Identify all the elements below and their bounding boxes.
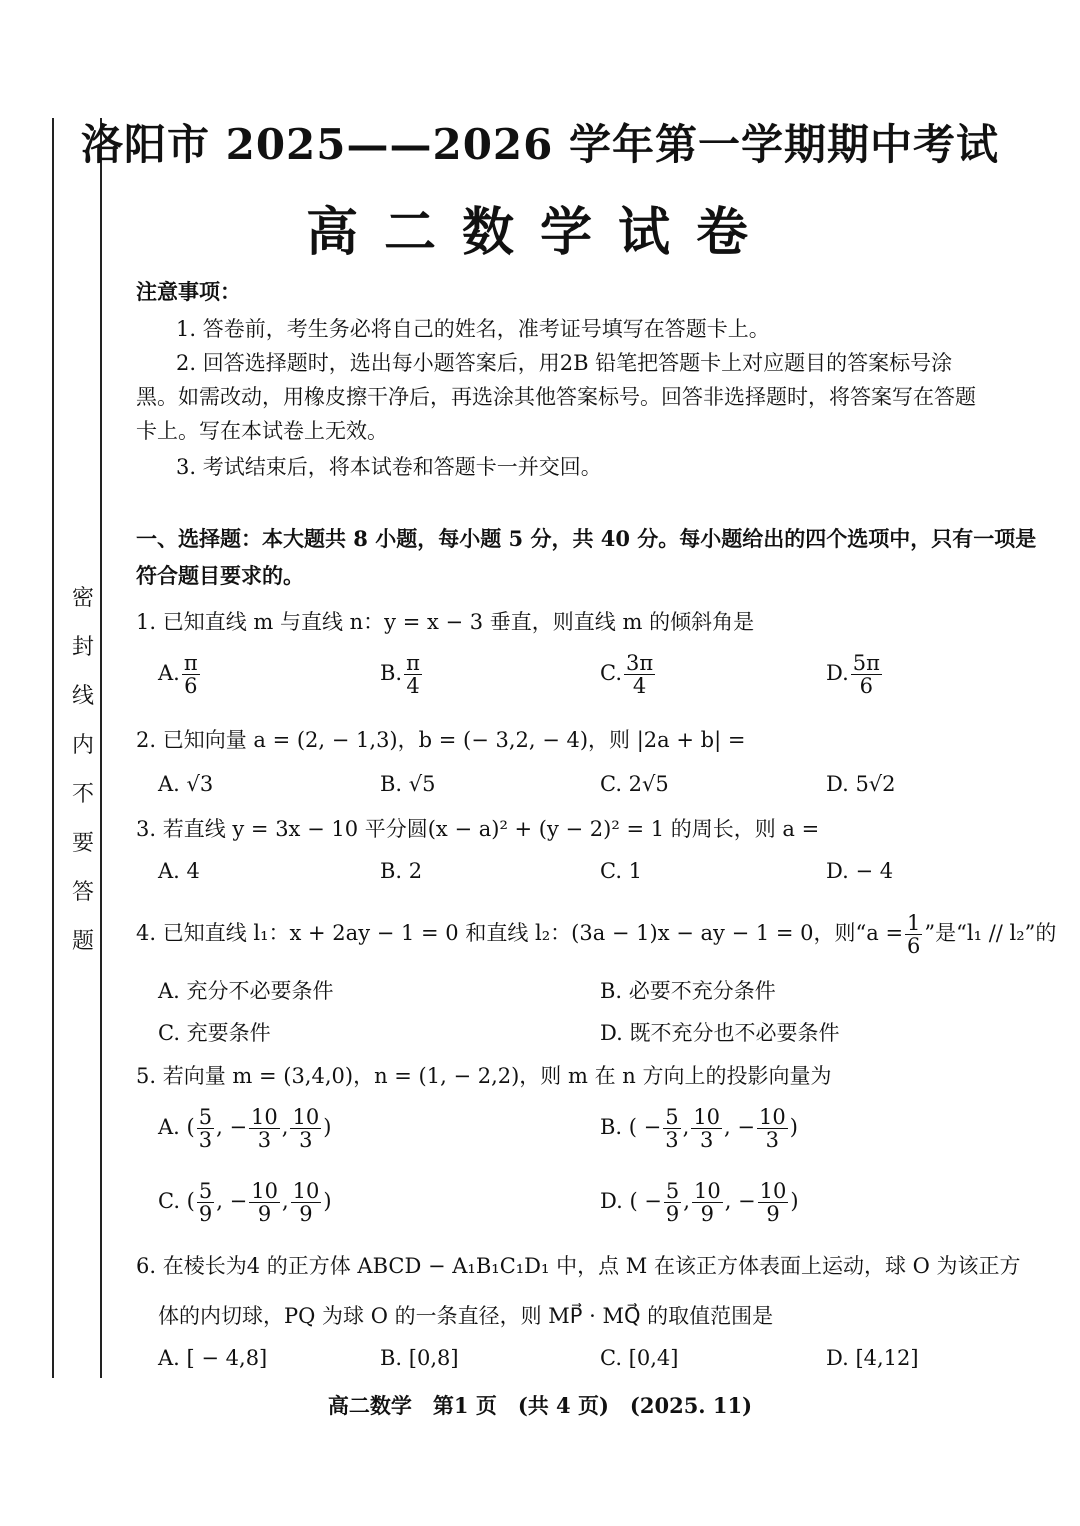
seal-char: 答 [71, 880, 94, 905]
exam-title: 洛阳市 2025——2026 学年第一学期期中考试 [80, 120, 1000, 169]
subject-title: 高二数学试卷 [305, 202, 774, 263]
question-2-stem: 2. 已知向量 a = (2, − 1,3)，b = (− 3,2, − 4)，则 |2a + b| = [136, 728, 746, 752]
question-5-option-c: C. ( $\frac{5}{9}$ , − $\frac{10}{9}$ , $\frac{10}{9}$ ) [158, 1179, 332, 1227]
page-footer: 高二数学 第1 页 (共 4 页) (2025. 11) [327, 1393, 753, 1418]
notice-item-1: 1. 答卷前，考生务必将自己的姓名，准考证号填写在答题卡上。 [176, 317, 770, 341]
question-2-option-b: B. √5 [380, 772, 436, 796]
question-1-option-d: D. $\frac{5\pi}{6}$ [826, 651, 880, 699]
notice-item-2: 2. 回答选择题时，选出每小题答案后，用2B 铅笔把答题卡上对应题目的答案标号涂 [176, 351, 953, 375]
seal-char: 密 [71, 586, 94, 611]
question-3-option-b: B. 2 [380, 859, 423, 883]
question-3-stem: 3. 若直线 y = 3x − 10 平分圆(x − a)² + (y − 2)² = 1 的周长，则 a = [136, 817, 820, 841]
question-5-option-d: D. ( − $\frac{5}{9}$ , $\frac{10}{9}$ , − $\frac{10}{9}$ ) [600, 1179, 799, 1227]
seal-char: 不 [71, 782, 94, 807]
question-6-option-b: B. [0,8] [380, 1346, 459, 1370]
notice-item-2-cont: 黑。如需改动，用橡皮擦干净后，再选涂其他答案标号。回答非选择题时，将答案写在答题 [136, 385, 976, 409]
question-1-option-b: B. $\frac{\pi}{4}$ [380, 651, 420, 699]
question-1-option-a: A. $\frac{\pi}{6}$ [158, 651, 198, 699]
question-6-stem-cont: 体的内切球，PQ 为球 O 的一条直径，则 MP⃗ · MQ⃗ 的取值范围是 [158, 1304, 774, 1328]
question-3-option-c: C. 1 [600, 859, 643, 883]
question-1-option-c: C. $\frac{3\pi}{4}$ [600, 651, 654, 699]
seal-char: 内 [71, 733, 94, 758]
section-heading-cont: 符合题目要求的。 [136, 563, 304, 588]
margin-line-right [100, 118, 102, 1378]
question-3-option-a: A. 4 [158, 859, 200, 883]
notice-item-2-end: 卡上。写在本试卷上无效。 [136, 419, 388, 443]
question-4-option-c: C. 充要条件 [158, 1021, 271, 1045]
question-2-option-a: A. √3 [158, 772, 214, 796]
question-4-option-b: B. 必要不充分条件 [600, 979, 776, 1003]
question-6-option-a: A. [ − 4,8] [158, 1346, 268, 1370]
question-4-stem: 4. 已知直线 l₁：x + 2ay − 1 = 0 和直线 l₂：(3a − 1)x − ay − 1 = 0，则“a = $\frac{1}{6}$ ”是“l₁ // l₂”的 [136, 911, 1057, 959]
question-1-stem: 1. 已知直线 m 与直线 n：y = x − 3 垂直，则直线 m 的倾斜角是 [136, 610, 755, 634]
question-3-option-d: D. − 4 [826, 859, 894, 883]
question-5-option-a: A. ( $\frac{5}{3}$ , − $\frac{10}{3}$ , $\frac{10}{3}$ ) [158, 1105, 332, 1153]
question-4-option-a: A. 充分不必要条件 [158, 979, 334, 1003]
seal-char: 题 [71, 929, 94, 954]
seal-char: 封 [71, 635, 94, 660]
question-6-option-c: C. [0,4] [600, 1346, 679, 1370]
question-2-option-d: D. 5√2 [826, 772, 896, 796]
seal-line-text [68, 588, 98, 953]
seal-char: 要 [71, 831, 94, 856]
question-5-stem: 5. 若向量 m = (3,4,0)，n = (1, − 2,2)，则 m 在 n 方向上的投影向量为 [136, 1064, 832, 1088]
question-4-option-d: D. 既不充分也不必要条件 [600, 1021, 840, 1045]
section-heading: 一、选择题：本大题共 8 小题，每小题 5 分，共 40 分。每小题给出的四个选项中，只有一项是 [136, 526, 1037, 551]
question-6-option-d: D. [4,12] [826, 1346, 919, 1370]
notice-heading: 注意事项： [136, 279, 241, 304]
question-5-option-b: B. ( − $\frac{5}{3}$ , $\frac{10}{3}$ , − $\frac{10}{3}$ ) [600, 1105, 798, 1153]
question-2-option-c: C. 2√5 [600, 772, 669, 796]
seal-char: 线 [71, 684, 94, 709]
notice-item-3: 3. 考试结束后，将本试卷和答题卡一并交回。 [176, 455, 602, 479]
question-6-stem: 6. 在棱长为4 的正方体 ABCD − A₁B₁C₁D₁ 中，点 M 在该正方体表面上运动，球 O 为该正方 [136, 1254, 1021, 1278]
margin-line-left [52, 118, 54, 1378]
